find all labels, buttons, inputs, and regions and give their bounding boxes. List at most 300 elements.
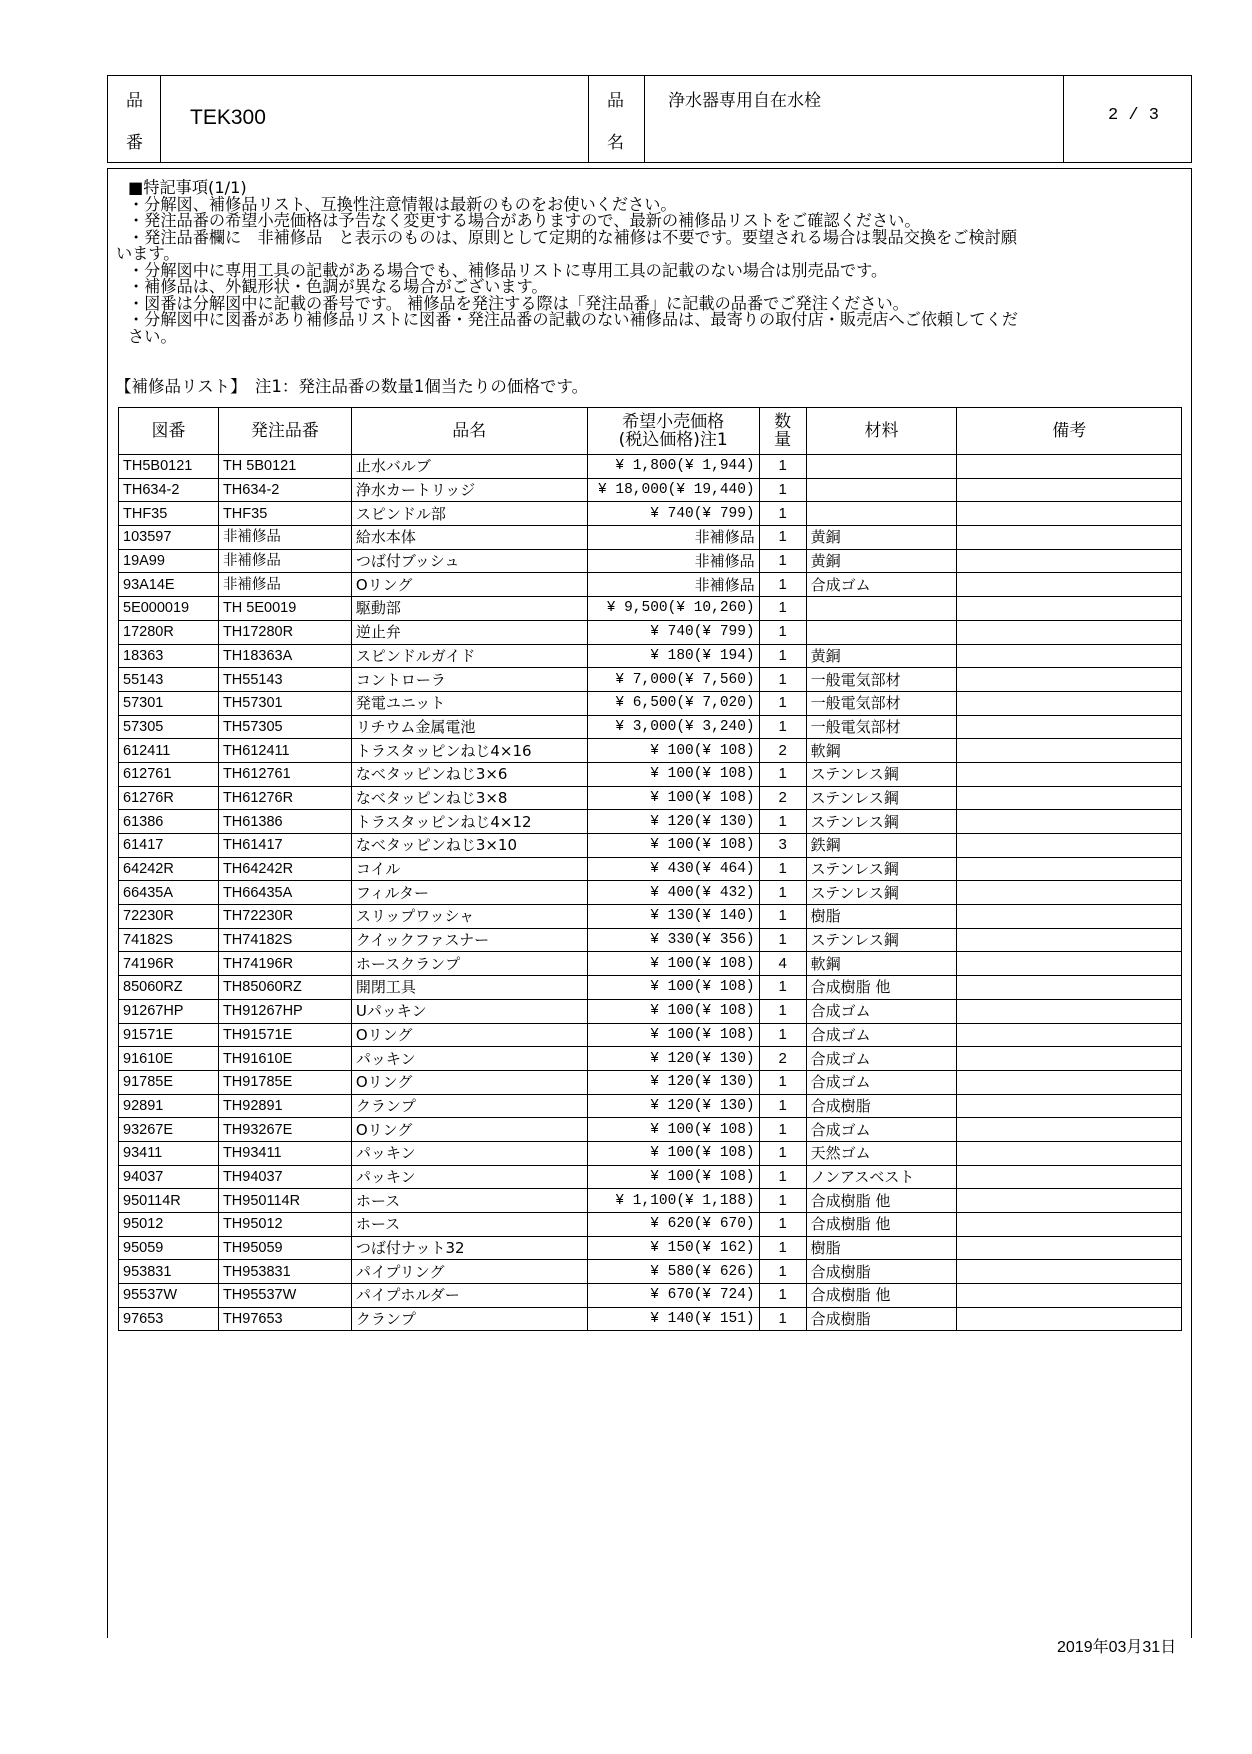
- col-material: 材料: [806, 408, 957, 455]
- table-row: [119, 1260, 1182, 1284]
- cell-hinban: 非補修品: [218, 526, 351, 550]
- cell-price: ¥ 1,100(¥ 1,188): [587, 1189, 759, 1213]
- cell-hinban: TH17280R: [218, 620, 351, 644]
- cell-hinban: TH612761: [218, 762, 351, 786]
- cell-price: ¥ 620(¥ 670): [587, 1213, 759, 1237]
- cell-hinban: TH66435A: [218, 881, 351, 905]
- cell-hinban: TH64242R: [218, 857, 351, 881]
- cell-hinmei: スピンドル部: [351, 502, 587, 526]
- cell-price: ¥ 130(¥ 140): [587, 905, 759, 929]
- cell-price: ¥ 18,000(¥ 19,440): [587, 478, 759, 502]
- cell-remarks: [957, 549, 1182, 573]
- table-row: [119, 999, 1182, 1023]
- cell-remarks: [957, 881, 1182, 905]
- cell-zuban: 61386: [119, 810, 219, 834]
- cell-price: ¥ 1,800(¥ 1,944): [587, 455, 759, 479]
- cell-remarks: [957, 1094, 1182, 1118]
- cell-qty: 1: [759, 691, 806, 715]
- cell-material: 一般電気部材: [806, 715, 957, 739]
- cell-remarks: [957, 905, 1182, 929]
- cell-material: 合成ゴム: [806, 1070, 957, 1094]
- hinban-label: 番: [126, 133, 143, 153]
- cell-price: ¥ 400(¥ 432): [587, 881, 759, 905]
- cell-qty: 1: [759, 620, 806, 644]
- cell-material: 樹脂: [806, 1236, 957, 1260]
- cell-hinmei: Uパッキン: [351, 999, 587, 1023]
- cell-remarks: [957, 1023, 1182, 1047]
- cell-qty: 1: [759, 1307, 806, 1331]
- cell-hinban: TH18363A: [218, 644, 351, 668]
- cell-hinmei: スリップワッシャ: [351, 905, 587, 929]
- cell-material: ステンレス鋼: [806, 857, 957, 881]
- divider: [1063, 76, 1064, 162]
- cell-hinmei: パッキン: [351, 1047, 587, 1071]
- cell-qty: 1: [759, 715, 806, 739]
- cell-remarks: [957, 952, 1182, 976]
- parts-table: [118, 407, 1182, 1331]
- cell-qty: 1: [759, 1236, 806, 1260]
- cell-qty: 1: [759, 644, 806, 668]
- cell-hinmei: トラスタッピンねじ4×12: [351, 810, 587, 834]
- table-row: [119, 834, 1182, 858]
- cell-material: 黄銅: [806, 526, 957, 550]
- cell-remarks: [957, 857, 1182, 881]
- cell-qty: 1: [759, 1070, 806, 1094]
- cell-zuban: TH634-2: [119, 478, 219, 502]
- cell-price: ¥ 120(¥ 130): [587, 1094, 759, 1118]
- cell-zuban: 97653: [119, 1307, 219, 1331]
- cell-hinban: TH95059: [218, 1236, 351, 1260]
- cell-zuban: 93267E: [119, 1118, 219, 1142]
- cell-zuban: 85060RZ: [119, 976, 219, 1000]
- cell-hinmei: Oリング: [351, 573, 587, 597]
- cell-price: 非補修品: [587, 526, 759, 550]
- cell-material: 合成ゴム: [806, 1118, 957, 1142]
- cell-hinmei: クイックファスナー: [351, 928, 587, 952]
- notes-heading: ■特記事項(1/1): [128, 178, 247, 197]
- cell-remarks: [957, 1284, 1182, 1308]
- cell-hinmei: つば付ブッシュ: [351, 549, 587, 573]
- cell-qty: 1: [759, 549, 806, 573]
- table-row: [119, 881, 1182, 905]
- cell-hinmei: クランプ: [351, 1094, 587, 1118]
- cell-material: ステンレス鋼: [806, 881, 957, 905]
- cell-material: 天然ゴム: [806, 1141, 957, 1165]
- cell-hinmei: なべタッピンねじ3×8: [351, 786, 587, 810]
- cell-zuban: 72230R: [119, 905, 219, 929]
- cell-price: ¥ 140(¥ 151): [587, 1307, 759, 1331]
- table-row: [119, 952, 1182, 976]
- cell-hinban: TH72230R: [218, 905, 351, 929]
- table-row: [119, 928, 1182, 952]
- table-row: [119, 786, 1182, 810]
- col-price-line1: 希望小売価格: [622, 412, 725, 432]
- col-hinban: 発注品番: [218, 408, 351, 455]
- cell-zuban: 953831: [119, 1260, 219, 1284]
- cell-price: ¥ 740(¥ 799): [587, 620, 759, 644]
- cell-zuban: 55143: [119, 668, 219, 692]
- cell-remarks: [957, 928, 1182, 952]
- note-line: ・分解図中に図番があり補修品リストに図番・発注品番の記載のない補修品は、最寄りの取付店・販売店へご依頼してくだ: [128, 310, 1018, 329]
- cell-qty: 1: [759, 976, 806, 1000]
- cell-hinmei: 発電ユニット: [351, 691, 587, 715]
- cell-remarks: [957, 1213, 1182, 1237]
- table-row: [119, 857, 1182, 881]
- table-row: [119, 976, 1182, 1000]
- table-row: [119, 691, 1182, 715]
- cell-remarks: [957, 999, 1182, 1023]
- cell-remarks: [957, 1070, 1182, 1094]
- cell-qty: 1: [759, 1189, 806, 1213]
- cell-zuban: 95537W: [119, 1284, 219, 1308]
- cell-hinmei: トラスタッピンねじ4×16: [351, 739, 587, 763]
- cell-qty: 1: [759, 881, 806, 905]
- cell-zuban: THF35: [119, 502, 219, 526]
- cell-hinban: TH953831: [218, 1260, 351, 1284]
- cell-price: 非補修品: [587, 573, 759, 597]
- cell-price: ¥ 120(¥ 130): [587, 1070, 759, 1094]
- cell-qty: 1: [759, 597, 806, 621]
- cell-remarks: [957, 715, 1182, 739]
- cell-material: 合成ゴム: [806, 1047, 957, 1071]
- cell-zuban: 74196R: [119, 952, 219, 976]
- cell-hinban: TH95012: [218, 1213, 351, 1237]
- cell-hinban: THF35: [218, 502, 351, 526]
- cell-zuban: 92891: [119, 1094, 219, 1118]
- cell-hinmei: ホース: [351, 1189, 587, 1213]
- table-row: [119, 1284, 1182, 1308]
- cell-zuban: 74182S: [119, 928, 219, 952]
- cell-qty: 1: [759, 668, 806, 692]
- cell-hinban: TH950114R: [218, 1189, 351, 1213]
- cell-price: ¥ 3,000(¥ 3,240): [587, 715, 759, 739]
- cell-material: 一般電気部材: [806, 668, 957, 692]
- col-zuban: 図番: [119, 408, 219, 455]
- cell-remarks: [957, 691, 1182, 715]
- cell-price: ¥ 330(¥ 356): [587, 928, 759, 952]
- cell-qty: 1: [759, 1141, 806, 1165]
- cell-hinmei: Oリング: [351, 1118, 587, 1142]
- cell-zuban: 91267HP: [119, 999, 219, 1023]
- cell-zuban: 17280R: [119, 620, 219, 644]
- cell-price: ¥ 100(¥ 108): [587, 762, 759, 786]
- cell-qty: 4: [759, 952, 806, 976]
- cell-qty: 1: [759, 762, 806, 786]
- cell-zuban: 95059: [119, 1236, 219, 1260]
- table-row: [119, 1213, 1182, 1237]
- cell-price: ¥ 100(¥ 108): [587, 834, 759, 858]
- cell-qty: 1: [759, 1023, 806, 1047]
- cell-material: 合成樹脂 他: [806, 1189, 957, 1213]
- table-row: [119, 573, 1182, 597]
- cell-material: 合成樹脂 他: [806, 1284, 957, 1308]
- cell-zuban: 612761: [119, 762, 219, 786]
- table-header-row: [119, 408, 1182, 455]
- cell-hinban: TH57305: [218, 715, 351, 739]
- cell-material: [806, 502, 957, 526]
- notes: [116, 178, 1178, 346]
- cell-qty: 1: [759, 526, 806, 550]
- divider: [644, 76, 645, 162]
- cell-hinban: TH55143: [218, 668, 351, 692]
- col-qty: [759, 408, 806, 455]
- col-qty-line2: 量: [774, 430, 792, 450]
- note-line: ・分解図、補修品リスト、互換性注意情報は最新のものをお使いください。: [128, 194, 677, 214]
- cell-zuban: 64242R: [119, 857, 219, 881]
- cell-hinmei: 止水バルブ: [351, 455, 587, 479]
- cell-qty: 1: [759, 1165, 806, 1189]
- col-price: [587, 408, 759, 455]
- table-row: [119, 1023, 1182, 1047]
- table-row: [119, 478, 1182, 502]
- cell-material: ステンレス鋼: [806, 786, 957, 810]
- cell-qty: 3: [759, 834, 806, 858]
- cell-hinmei: 駆動部: [351, 597, 587, 621]
- cell-price: ¥ 100(¥ 108): [587, 1165, 759, 1189]
- cell-qty: 1: [759, 857, 806, 881]
- cell-material: 合成樹脂 他: [806, 1213, 957, 1237]
- cell-hinban: TH61386: [218, 810, 351, 834]
- cell-zuban: 91785E: [119, 1070, 219, 1094]
- cell-hinban: TH61276R: [218, 786, 351, 810]
- cell-remarks: [957, 739, 1182, 763]
- cell-hinban: TH634-2: [218, 478, 351, 502]
- cell-price: ¥ 740(¥ 799): [587, 502, 759, 526]
- cell-remarks: [957, 834, 1182, 858]
- cell-zuban: 95012: [119, 1213, 219, 1237]
- cell-hinmei: 逆止弁: [351, 620, 587, 644]
- cell-qty: 2: [759, 1047, 806, 1071]
- cell-price: ¥ 100(¥ 108): [587, 786, 759, 810]
- table-row: [119, 715, 1182, 739]
- cell-material: 合成ゴム: [806, 999, 957, 1023]
- cell-hinmei: 給水本体: [351, 526, 587, 550]
- col-remarks: 備考: [957, 408, 1182, 455]
- cell-remarks: [957, 455, 1182, 479]
- cell-material: ステンレス鋼: [806, 762, 957, 786]
- cell-material: 合成樹脂: [806, 1260, 957, 1284]
- cell-zuban: 57305: [119, 715, 219, 739]
- cell-price: ¥ 580(¥ 626): [587, 1260, 759, 1284]
- cell-hinban: 非補修品: [218, 549, 351, 573]
- table-row: [119, 526, 1182, 550]
- cell-remarks: [957, 1165, 1182, 1189]
- cell-qty: 1: [759, 810, 806, 834]
- cell-hinban: TH91571E: [218, 1023, 351, 1047]
- hinmei-label: 名: [607, 133, 624, 153]
- cell-remarks: [957, 1307, 1182, 1331]
- cell-qty: 1: [759, 905, 806, 929]
- cell-price: ¥ 670(¥ 724): [587, 1284, 759, 1308]
- cell-price: 非補修品: [587, 549, 759, 573]
- cell-qty: 1: [759, 573, 806, 597]
- table-row: [119, 1141, 1182, 1165]
- hinban-label: 品: [126, 91, 143, 111]
- cell-hinmei: パッキン: [351, 1165, 587, 1189]
- cell-price: ¥ 100(¥ 108): [587, 1118, 759, 1142]
- cell-hinban: TH 5E0019: [218, 597, 351, 621]
- cell-price: ¥ 150(¥ 162): [587, 1236, 759, 1260]
- cell-price: ¥ 100(¥ 108): [587, 976, 759, 1000]
- cell-material: 鉄鋼: [806, 834, 957, 858]
- note-line: ・分解図中に専用工具の記載がある場合でも、補修品リストに専用工具の記載のない場合は別売品です。: [128, 260, 888, 280]
- cell-remarks: [957, 1118, 1182, 1142]
- cell-hinmei: パイプリング: [351, 1260, 587, 1284]
- cell-hinmei: フィルター: [351, 881, 587, 905]
- table-row: [119, 597, 1182, 621]
- cell-hinban: TH95537W: [218, 1284, 351, 1308]
- divider: [160, 76, 161, 162]
- cell-hinban: TH85060RZ: [218, 976, 351, 1000]
- cell-remarks: [957, 502, 1182, 526]
- cell-qty: 1: [759, 928, 806, 952]
- cell-material: [806, 478, 957, 502]
- cell-price: ¥ 100(¥ 108): [587, 1141, 759, 1165]
- cell-material: 一般電気部材: [806, 691, 957, 715]
- cell-hinmei: コントローラ: [351, 668, 587, 692]
- cell-price: ¥ 100(¥ 108): [587, 999, 759, 1023]
- table-row: [119, 644, 1182, 668]
- table-row: [119, 1307, 1182, 1331]
- cell-zuban: 57301: [119, 691, 219, 715]
- table-row: [119, 1070, 1182, 1094]
- cell-material: 合成樹脂: [806, 1094, 957, 1118]
- cell-remarks: [957, 1236, 1182, 1260]
- cell-zuban: 950114R: [119, 1189, 219, 1213]
- cell-material: 樹脂: [806, 905, 957, 929]
- cell-price: ¥ 120(¥ 130): [587, 1047, 759, 1071]
- cell-price: ¥ 430(¥ 464): [587, 857, 759, 881]
- cell-qty: 1: [759, 455, 806, 479]
- parts-table-body: [119, 455, 1182, 1331]
- cell-qty: 2: [759, 786, 806, 810]
- table-row: [119, 1047, 1182, 1071]
- table-row: [119, 1094, 1182, 1118]
- table-row: [119, 1165, 1182, 1189]
- cell-material: [806, 597, 957, 621]
- cell-zuban: 91610E: [119, 1047, 219, 1071]
- cell-hinban: TH92891: [218, 1094, 351, 1118]
- cell-zuban: 612411: [119, 739, 219, 763]
- cell-hinban: TH 5B0121: [218, 455, 351, 479]
- cell-qty: 1: [759, 1118, 806, 1142]
- col-price-line2: (税込価格)注1: [618, 430, 728, 450]
- cell-hinmei: リチウム金属電池: [351, 715, 587, 739]
- cell-price: ¥ 120(¥ 130): [587, 810, 759, 834]
- cell-hinban: TH74196R: [218, 952, 351, 976]
- cell-zuban: 66435A: [119, 881, 219, 905]
- divider: [588, 76, 589, 162]
- cell-price: ¥ 9,500(¥ 10,260): [587, 597, 759, 621]
- cell-material: 合成ゴム: [806, 1023, 957, 1047]
- cell-material: ノンアスベスト: [806, 1165, 957, 1189]
- table-row: [119, 668, 1182, 692]
- cell-remarks: [957, 478, 1182, 502]
- table-row: [119, 1189, 1182, 1213]
- note-line: さい。: [128, 326, 177, 346]
- cell-hinmei: スピンドルガイド: [351, 644, 587, 668]
- cell-remarks: [957, 762, 1182, 786]
- note-line: ・発注品番欄に 非補修品 と表示のものは、原則として定期的な補修は不要です。要望される場合は製品交換をご検討願: [128, 227, 1018, 247]
- cell-material: [806, 455, 957, 479]
- cell-hinban: TH94037: [218, 1165, 351, 1189]
- col-qty-line1: 数: [774, 412, 792, 432]
- cell-remarks: [957, 1047, 1182, 1071]
- cell-hinmei: 浄水カートリッジ: [351, 478, 587, 502]
- cell-material: 合成ゴム: [806, 573, 957, 597]
- cell-hinmei: なべタッピンねじ3×6: [351, 762, 587, 786]
- cell-hinban: TH93411: [218, 1141, 351, 1165]
- cell-hinmei: 開閉工具: [351, 976, 587, 1000]
- cell-remarks: [957, 1189, 1182, 1213]
- note-line: います。: [116, 244, 180, 263]
- cell-material: 黄銅: [806, 644, 957, 668]
- cell-material: 合成樹脂 他: [806, 976, 957, 1000]
- cell-material: 合成樹脂: [806, 1307, 957, 1331]
- cell-hinban: 非補修品: [218, 573, 351, 597]
- cell-hinmei: Oリング: [351, 1070, 587, 1094]
- cell-remarks: [957, 1141, 1182, 1165]
- cell-qty: 1: [759, 1260, 806, 1284]
- cell-material: 軟鋼: [806, 739, 957, 763]
- cell-qty: 1: [759, 478, 806, 502]
- table-row: [119, 549, 1182, 573]
- table-row: [119, 502, 1182, 526]
- cell-hinban: TH61417: [218, 834, 351, 858]
- cell-material: 黄銅: [806, 549, 957, 573]
- table-row: [119, 739, 1182, 763]
- cell-zuban: 94037: [119, 1165, 219, 1189]
- cell-price: ¥ 6,500(¥ 7,020): [587, 691, 759, 715]
- col-hinmei: 品名: [351, 408, 587, 455]
- cell-qty: 1: [759, 1284, 806, 1308]
- cell-price: ¥ 100(¥ 108): [587, 952, 759, 976]
- cell-material: ステンレス鋼: [806, 928, 957, 952]
- cell-price: ¥ 180(¥ 194): [587, 644, 759, 668]
- cell-price: ¥ 100(¥ 108): [587, 739, 759, 763]
- note-line: ・補修品は、外観形状・色調が異なる場合がございます。: [128, 277, 548, 296]
- cell-hinmei: つば付ナット32: [351, 1236, 587, 1260]
- cell-hinban: TH91267HP: [218, 999, 351, 1023]
- cell-remarks: [957, 1260, 1182, 1284]
- cell-qty: 1: [759, 502, 806, 526]
- cell-qty: 1: [759, 999, 806, 1023]
- product-name: 浄水器専用自在水栓: [668, 91, 821, 111]
- table-row: [119, 810, 1182, 834]
- cell-hinban: TH91610E: [218, 1047, 351, 1071]
- cell-zuban: TH5B0121: [119, 455, 219, 479]
- table-row: [119, 455, 1182, 479]
- cell-qty: 1: [759, 1213, 806, 1237]
- cell-remarks: [957, 526, 1182, 550]
- table-row: [119, 905, 1182, 929]
- hinmei-label: 品: [607, 91, 624, 111]
- cell-zuban: 61276R: [119, 786, 219, 810]
- cell-hinmei: ホース: [351, 1213, 587, 1237]
- cell-remarks: [957, 810, 1182, 834]
- cell-qty: 1: [759, 1094, 806, 1118]
- cell-remarks: [957, 573, 1182, 597]
- table-row: [119, 1118, 1182, 1142]
- issue-date: 2019年03月31日: [1057, 1639, 1177, 1656]
- cell-hinmei: Oリング: [351, 1023, 587, 1047]
- cell-hinban: TH93267E: [218, 1118, 351, 1142]
- note-line: ・発注品番の希望小売価格は予告なく変更する場合がありますので、最新の補修品リストをご確認ください。: [128, 211, 921, 230]
- table-row: [119, 1236, 1182, 1260]
- cell-zuban: 61417: [119, 834, 219, 858]
- cell-hinban: TH57301: [218, 691, 351, 715]
- cell-hinmei: パッキン: [351, 1141, 587, 1165]
